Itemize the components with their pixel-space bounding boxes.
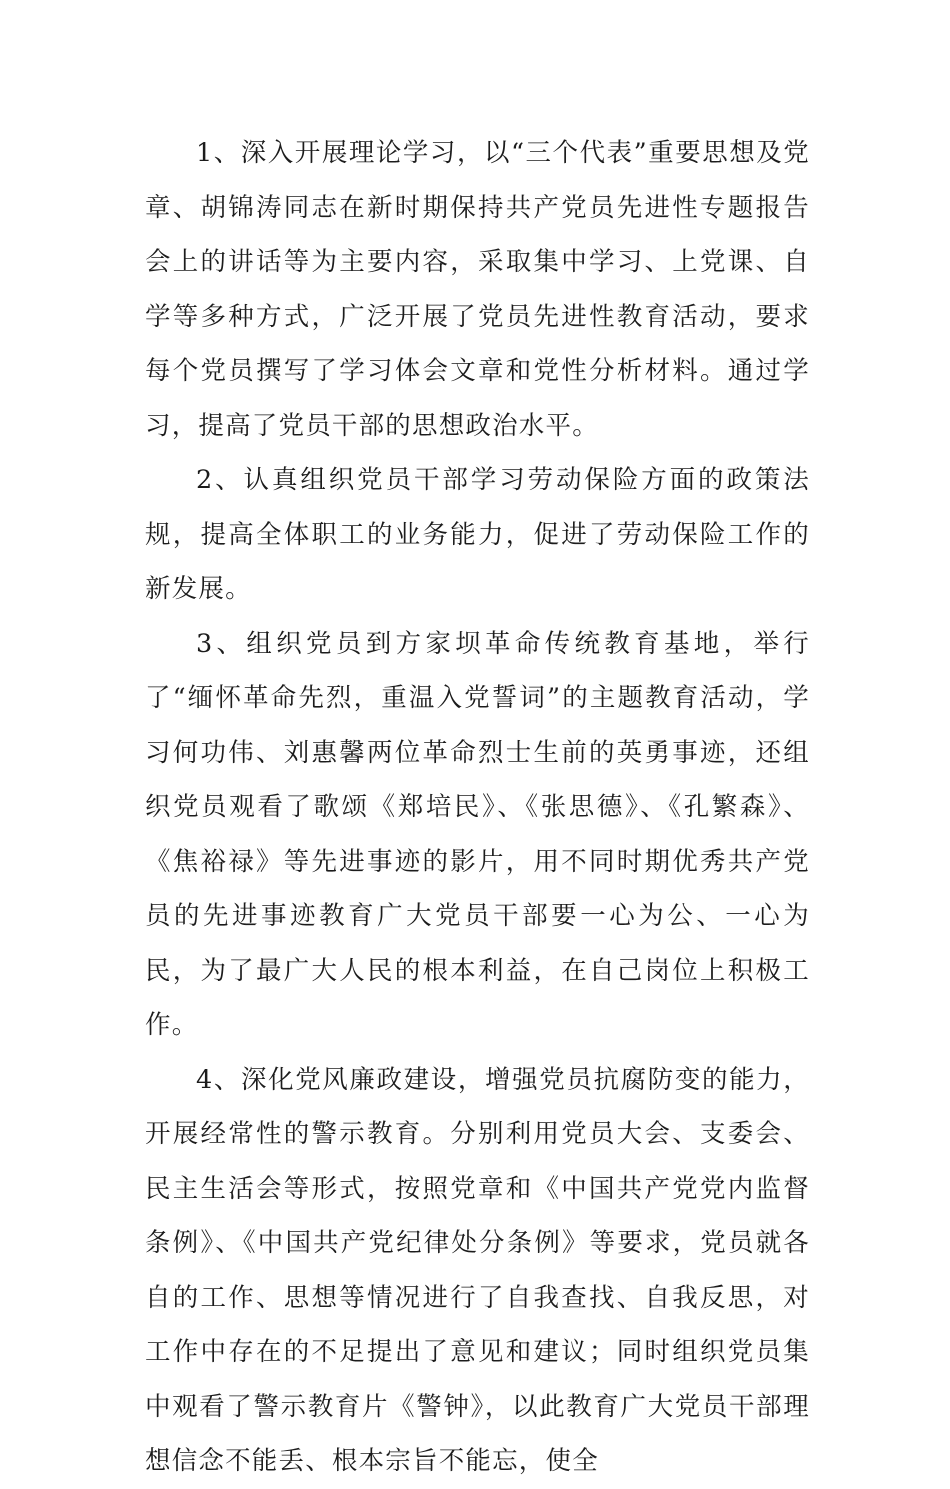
paragraph-3: 3、组织党员到方家坝革命传统教育基地，举行了“缅怀革命先烈，重温入党誓词”的主题教育活动，学习何功伟、刘惠馨两位革命烈士生前的英勇事迹，还组织党员观看了歌颂《郑培民》、《张思德》、《孔繁森》、《焦裕禄》等先进事迹的影片，用不同时期优秀共产党员的先进事迹教育广大党员干部要一心为公、一心为民，为了最广大人民的根本利益，在自己岗位上积极工作。 <box>145 628 810 1040</box>
paragraph-1: 1、深入开展理论学习，以“三个代表”重要思想及党章、胡锦涛同志在新时期保持共产党员先进性专题报告会上的讲话等为主要内容，采取集中学习、上党课、自学等多种方式，广泛开展了党员先进性教育活动，要求每个党员撰写了学习体会文章和党性分析材料。通过学习，提高了党员干部的思想政治水平。 <box>145 138 810 441</box>
paragraph-4: 4、深化党风廉政建设，增强党员抗腐防变的能力，开展经常性的警示教育。分别利用党员大会、支委会、民主生活会等形式，按照党章和《中国共产党党内监督条例》、《中国共产党纪律处分条例》等要求，党员就各自的工作、思想等情况进行了自我查找、自我反思，对工作中存在的不足提出了意见和建议；同时组织党员集中观看了警示教育片《警钟》，以此教育广大党员干部理想信念不能丢、根本宗旨不能忘，使全 <box>145 1064 810 1476</box>
paragraph-2: 2、认真组织党员干部学习劳动保险方面的政策法规，提高全体职工的业务能力，促进了劳动保险工作的新发展。 <box>145 465 810 604</box>
